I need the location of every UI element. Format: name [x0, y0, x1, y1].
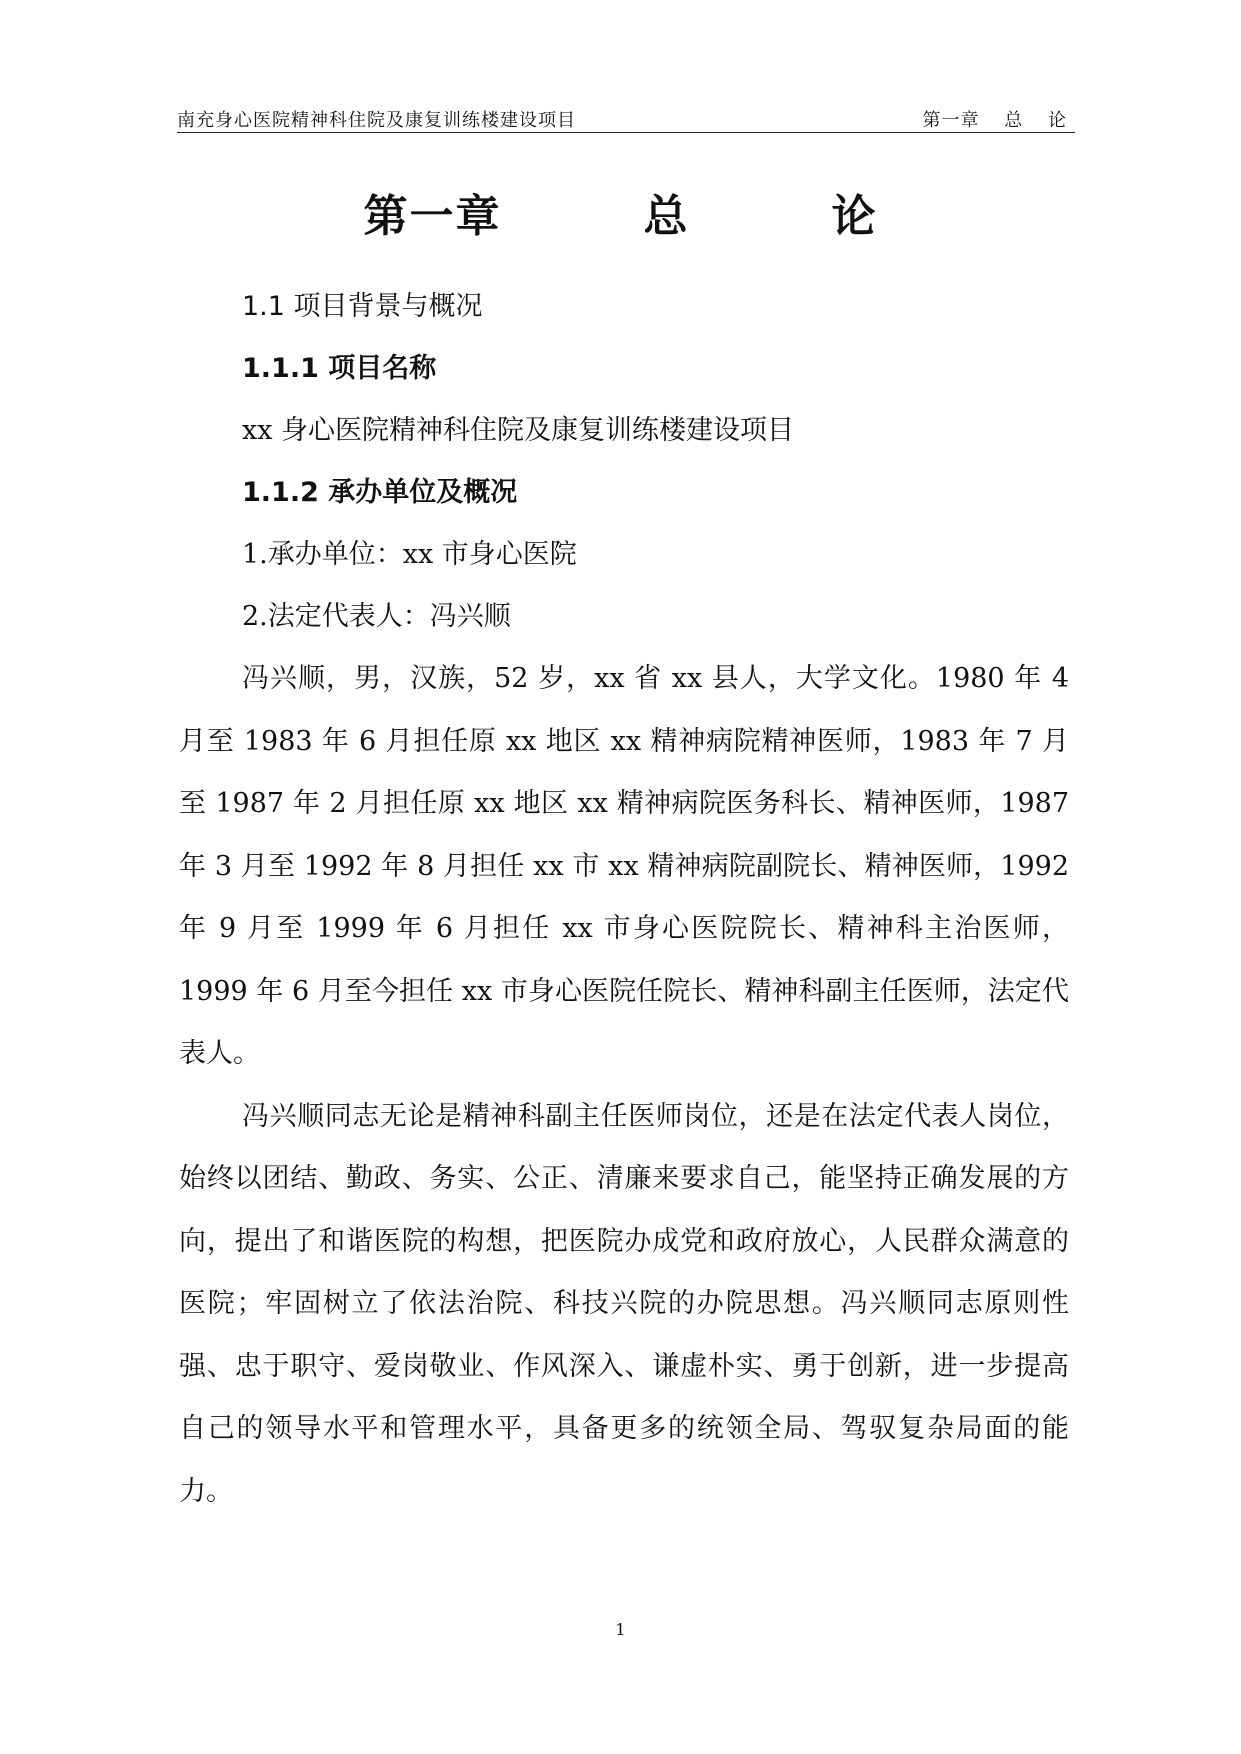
list-item-legal-representative: 2.法定代表人：冯兴顺 [242, 601, 511, 632]
running-header-title: 南充身心医院精神科住院及康复训练楼建设项目 [177, 110, 576, 131]
section-heading-1-1-1: 1.1.1 项目名称 [242, 353, 437, 384]
running-header-chapter: 第一章 总 论 [922, 110, 1067, 131]
project-name-text: xx 身心医院精神科住院及康复训练楼建设项目 [242, 415, 795, 446]
chapter-title: 第一章 总 论 [363, 191, 878, 242]
section-heading-1-1-2: 1.1.2 承办单位及概况 [242, 477, 518, 508]
running-header [177, 104, 1075, 133]
paragraph-biography: 冯兴顺，男，汉族，52 岁，xx 省 xx 县人，大学文化。1980 年 4 月至 1983 年 6 月担任原 xx 地区 xx 精神病院精神医师，1983 年 7 月至 1987 年 2 月担任原 xx 地区 xx 精神病院医务科长、精神医师，1987 年 3 月至 1992 年 8 月担任 xx 市 xx 精神病院副院长、精神医师，1992 年 9 月至 1999 年 6 月担任 xx 市身心医院院长、精神科主治医师，1999 年 6 月至今担任 xx 市身心医院任院长、精神科副主任医师，法定代表人。 [179, 663, 1069, 1069]
document-body [179, 290, 1069, 1523]
list-item-organizer: 1.承办单位：xx 市身心医院 [242, 539, 577, 570]
page-number: 1 [615, 1620, 626, 1639]
paragraph-evaluation: 冯兴顺同志无论是精神科副主任医师岗位，还是在法定代表人岗位，始终以团结、勤政、务实、公正、清廉来要求自己，能坚持正确发展的方向，提出了和谐医院的构想，把医院办成党和政府放心，人民群众满意的医院；牢固树立了依法治院、科技兴院的办院思想。冯兴顺同志原则性强、忠于职守、爱岗敬业、作风深入、谦虚朴实、勇于创新，进一步提高自己的领导水平和管理水平，具备更多的统领全局、驾驭复杂局面的能力。 [179, 1100, 1069, 1507]
section-heading-1-1: 1.1 项目背景与概况 [242, 291, 483, 322]
